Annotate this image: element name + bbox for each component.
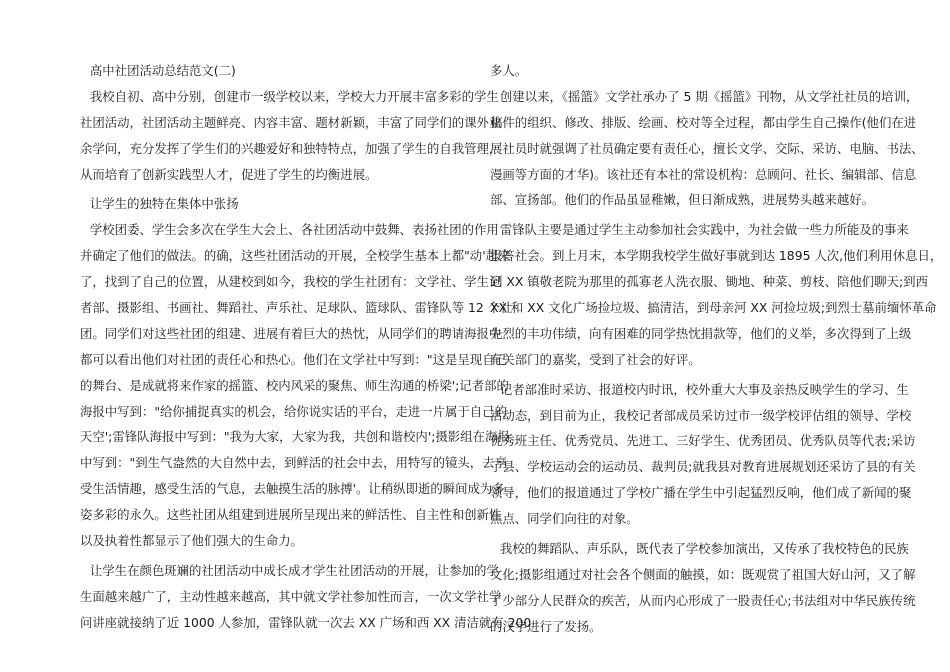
right-column [490,58,943,640]
text-line: 受生活情趣，感受生活的气息，去触摸生活的脉搏'。让稍纵即逝的瞬间成为多 [80,481,505,497]
text-line: 活动态，到目前为止，我校记者部成员采访过市一级学校评估组的领导、学校 [490,407,912,423]
text-line: 从而培育了创新实践型人才，促进了学生的均衡进展。 [80,166,378,182]
text-line: 报答社会。到上月末，本学期我校学生做好事就到达 1895 人次,他们利用休息日， [490,248,943,264]
text-line: 我校自初、高中分别，创建市一级学校以来，学校大力开展丰富多彩的学生 [89,88,499,104]
text-line: 问讲座就接纳了近 1000 人参加，雷锋队就一次去 XX 广场和西 XX 清洁就有 200 [80,614,532,630]
text-line: 文化;摄影组通过对社会各个侧面的触摸，如：既观赏了祖国大好山河，又了解 [490,566,916,582]
text-line: 的舞台、是成就将来作家的摇篮、校内风采的聚焦、师生沟通的桥梁';记者部的 [80,377,509,393]
text-line: 姿多彩的永久。这些社团从组建到进展所呈现出来的鲜活性、自主性和创新性 [80,507,502,523]
paragraph [490,377,916,532]
text-line: 让学生在颜色斑斓的社团活动中成长成才学生社团活动的开展，让参加的学 [89,562,499,578]
text-line: 展社员时就强调了社员确定要有责任心，擅长文学、交际、采访、电脑、书法、 [490,140,924,156]
text-line: 稿件的组织、修改、排版、绘画、校对等全过程，都由学生自己操作(他们在进 [490,114,917,130]
paragraph [80,84,502,188]
text-line: 领导，他们的报道通过了学校广播在学生中引起猛烈反响，他们成了新闻的聚 [490,485,912,501]
text-line: 到 XX 镇敬老院为那里的孤寡老人洗衣服、锄地、种菜、剪枝、陪他们聊天;到西 [490,274,928,290]
document-title [80,58,454,84]
text-line: 先烈的丰功伟绩，向有困难的同学热忱捐款等，他们的义举，多次得到了上级 [490,325,912,341]
text-line: XX 和 XX 文化广场捡垃圾、搞清洁，到母亲河 XX 河捡垃圾;到烈士墓前缅怀革命 [490,300,937,316]
text-line: 漫画等方面的才华)。该社还有本社的常设机构：总顾问、社长、编辑部、信息 [490,166,917,182]
text-line: 多人。 [490,63,528,78]
text-line: 焦点、同学们向往的对象。 [490,511,639,527]
paragraph [80,558,532,636]
text-line: 有关部门的嘉奖，受到了社会的好评。 [490,351,701,367]
text-line: 雷锋队主要是通过学生主动参加社会实践中，为社会做一些力所能及的事来 [499,222,909,238]
text-line: 天空';雷锋队海报中写到："我为大家，大家为我，共创和谐校内';摄影组在海报 [80,429,510,445]
text-line: 部、宣扬部。他们的作品虽显稚嫩，但日渐成熟，进展势头越来越好。 [490,192,875,208]
text-line: 了，找到了自己的位置，从建校到如今，我校的学生社团有：文学社、学生记 [80,274,502,290]
text-line: 社团活动，社团活动主题鲜亮、内容丰富、题材新颖，丰富了同学们的课外业 [80,114,502,130]
text-line: 创建以来，《摇篮》文学社承办了 5 期《摇篮》刊物，从文学社社员的培训， [499,88,919,104]
text-line: 让学生的独特在集体中张扬 [89,196,239,212]
text-line: 余学问，充分发挥了学生们的兴趣爱好和独特特点，加强了学生的自我管理， [80,140,502,156]
text-line: 并确定了他们的做法。的确，这些社团活动的开展，全校学生基本上都"动'起来 [80,248,511,264]
text-line: 以及执着性都显示了他们强大的生命力。 [80,533,304,549]
paragraph [80,217,513,554]
paragraph [490,217,943,372]
paragraph [490,84,924,213]
text-line: 团。同学们对这些社团的组建、进展有着巨大的热忱，从同学们的聘请海报中 [80,325,502,341]
text-line: 都可以看出他们对社团的责任心和热心。他们在文学社中写到："这是呈现自己 [80,351,507,367]
text-line: 中写到："到生气盎然的大自然中去，到鲜活的社会中去，用特写的镜头，去享 [80,455,507,471]
text-line: 海报中写到："给你捕捉真实的机会，给你说实话的平台，走进一片属于自己的 [80,403,507,419]
text-line: 生面越来越广了，主动性越来越高，其中就文学社参加性而言，一次文学社学 [80,588,502,604]
text-line: 了少部分人民群众的疾苦，从而内心形成了一股责任心;书法组对中华民族传统 [490,592,916,608]
text-line: 我校的舞蹈队、声乐队，既代表了学校参加演出，又传承了我校特色的民族 [499,541,909,557]
text-line: 学校团委、学生会多次在学生大会上、各社团活动中鼓舞、表扬社团的作用 [89,222,499,238]
paragraph [490,536,916,640]
text-line: 的汉字进行了发扬。 [490,618,602,634]
text-line: 高中社团活动总结范文(二) [89,63,236,78]
text-line: 优秀班主任、优秀党员、先进工、三好学生、优秀团员、优秀队员等代表;采访 [490,433,916,449]
text-line: 了县、学校运动会的运动员、裁判员;就我县对教育进展规划还采访了县的有关 [490,459,916,475]
text-line: 记者部准时采访、报道校内时讯，校外重大大事及亲热反映学生的学习、生 [499,381,909,397]
paragraph-continuation [490,58,864,84]
text-line: 者部、摄影组、书画社、舞蹈社、声乐社、足球队、篮球队、雷锋队等 12 个社 [80,300,513,316]
section-heading [80,191,454,217]
